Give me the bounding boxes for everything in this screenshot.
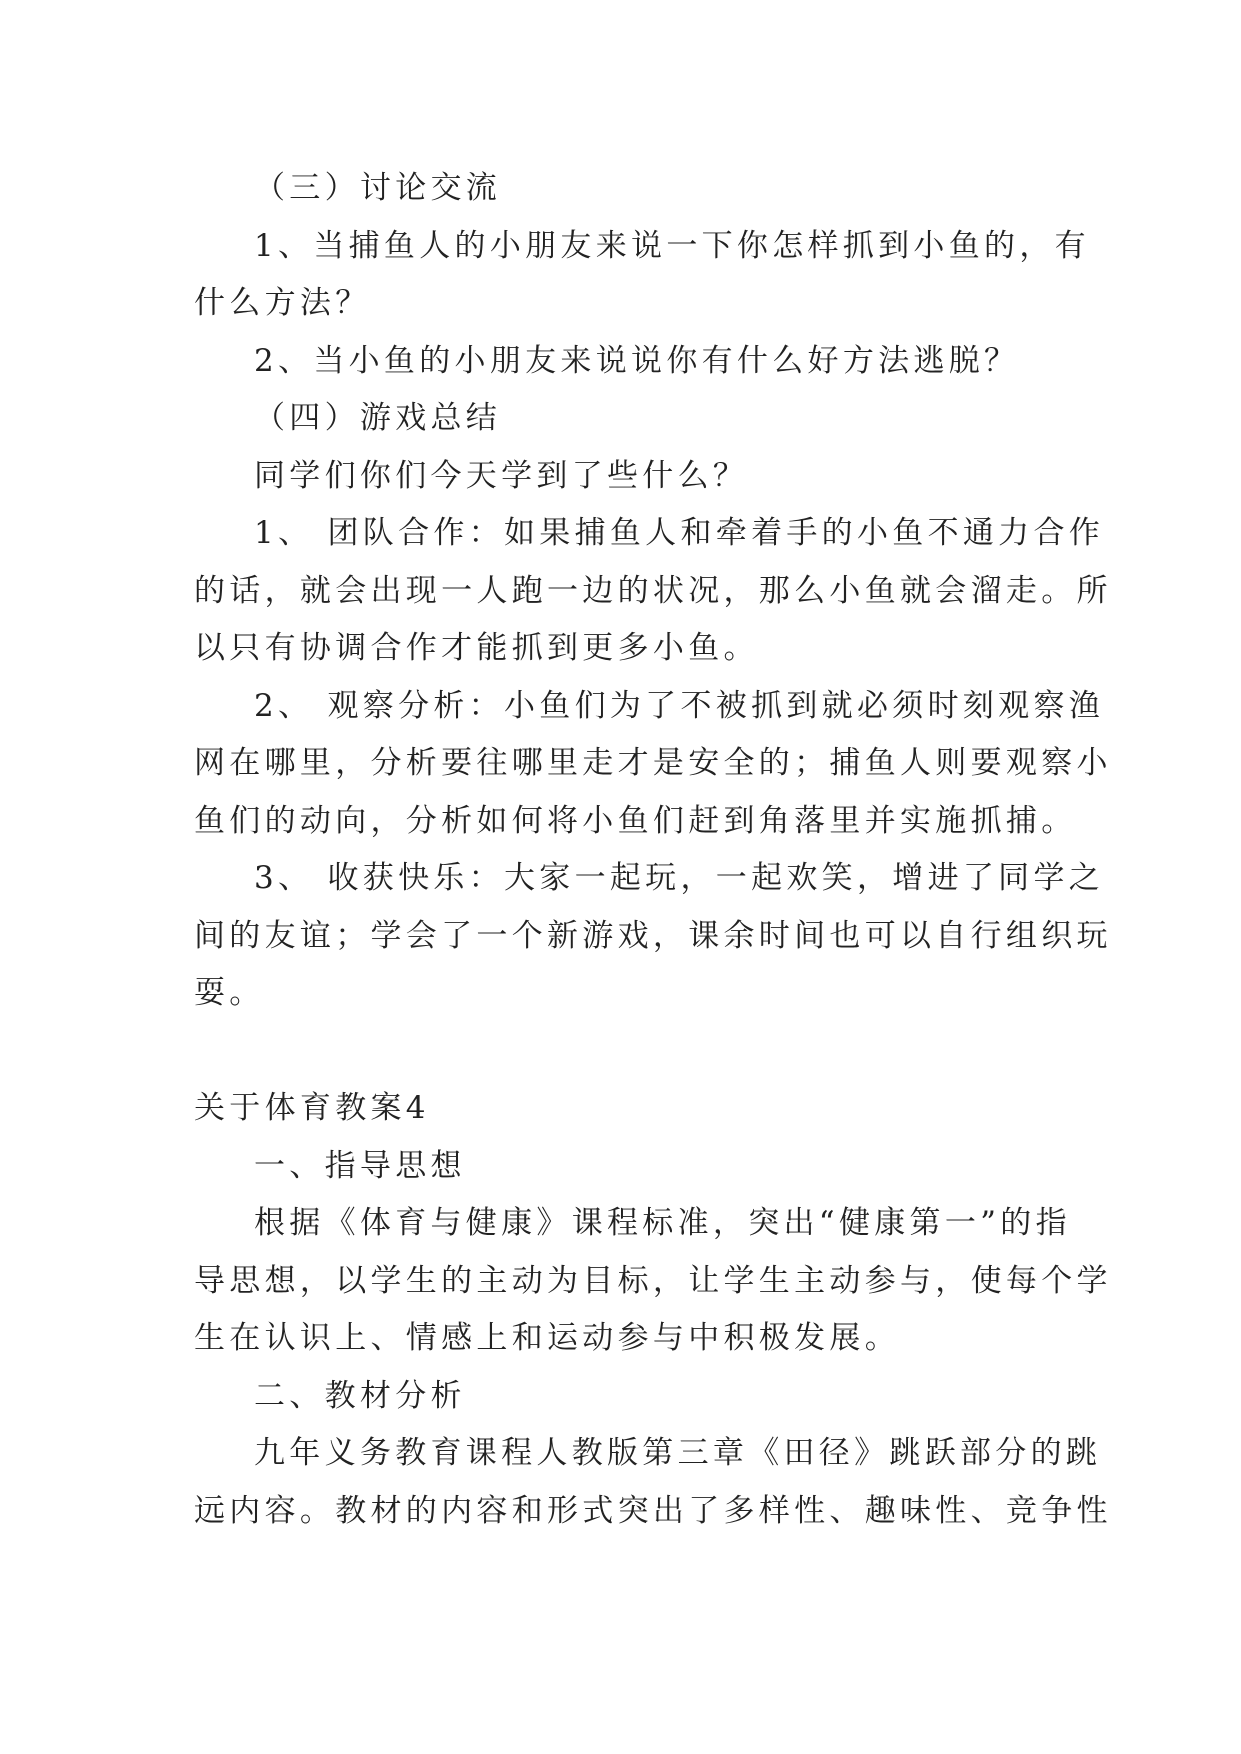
paragraph-line: 2、 观察分析：小鱼们为了不被抓到就必须时刻观察渔 — [254, 688, 1105, 724]
paragraph-line: 1、当捕鱼人的小朋友来说一下你怎样抓到小鱼的，有 — [254, 228, 1090, 264]
paragraph-line: 导思想，以学生的主动为目标，让学生主动参与，使每个学 — [194, 1263, 1112, 1299]
paragraph-line: 根据《体育与健康》课程标准，突出“健康第一”的指 — [254, 1205, 1071, 1241]
paragraph-line: 网在哪里，分析要往哪里走才是安全的；捕鱼人则要观察小 — [194, 745, 1112, 781]
section-heading: （三）讨论交流 — [254, 170, 502, 206]
paragraph-line: 以只有协调合作才能抓到更多小鱼。 — [194, 630, 759, 666]
paragraph-line: 远内容。教材的内容和形式突出了多样性、趣味性、竞争性 — [194, 1493, 1112, 1529]
paragraph-line: 同学们你们今天学到了些什么？ — [254, 458, 749, 494]
paragraph-line: 3、 收获快乐：大家一起玩，一起欢笑，增进了同学之 — [254, 860, 1105, 896]
paragraph-line: 间的友谊；学会了一个新游戏，课余时间也可以自行组织玩 — [194, 918, 1112, 954]
document-title: 关于体育教案4 — [194, 1090, 430, 1126]
paragraph-line: 鱼们的动向，分析如何将小鱼们赶到角落里并实施抓捕。 — [194, 803, 1077, 839]
paragraph-line: 生在认识上、情感上和运动参与中积极发展。 — [194, 1320, 900, 1356]
paragraph-line: 2、当小鱼的小朋友来说说你有什么好方法逃脱？ — [254, 343, 1020, 379]
paragraph-line: 1、 团队合作：如果捕鱼人和牵着手的小鱼不通力合作 — [254, 515, 1105, 551]
paragraph-line: 的话，就会出现一人跑一边的状况，那么小鱼就会溜走。所 — [194, 573, 1112, 609]
paragraph-line: 耍。 — [194, 975, 265, 1011]
section-heading: 二、教材分析 — [254, 1378, 466, 1414]
section-heading: 一、指导思想 — [254, 1148, 466, 1184]
paragraph-line: 什么方法？ — [194, 285, 371, 321]
section-heading: （四）游戏总结 — [254, 400, 502, 436]
paragraph-line: 九年义务教育课程人教版第三章《田径》跳跃部分的跳 — [254, 1435, 1102, 1471]
